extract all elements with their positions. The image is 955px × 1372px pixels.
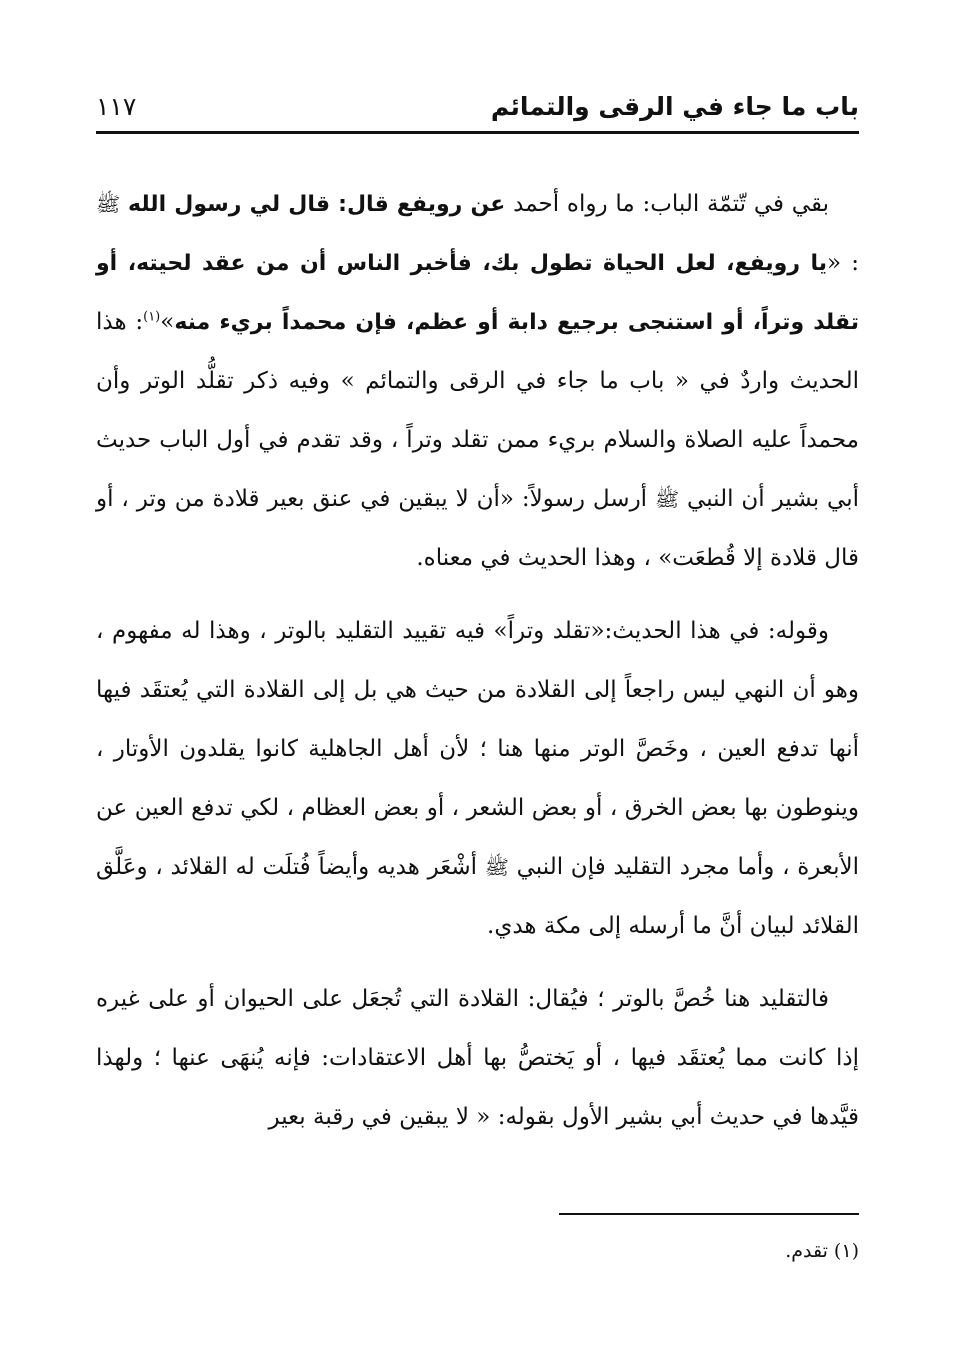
footnote-reference: (١) <box>143 309 161 325</box>
paragraph-2 <box>96 602 859 956</box>
chapter-title: باب ما جاء في الرقى والتمائم <box>490 92 859 121</box>
honorific-symbol: ﷺ <box>654 487 680 511</box>
quote-open: : « <box>827 250 859 276</box>
page-number: ١١٧ <box>96 92 137 121</box>
footnote: (١) تقدم. <box>785 1240 859 1262</box>
paragraph-1-commentary: : هذا الحديث واردٌ في « باب ما جاء في الرقى والتمائم » وفيه ذكر تقلُّد الوتر وأن محمداً عليه الصلاة والسلام بريء ممن تقلد وتراً ، وقد تقدم في أول الباب حديث أبي بشير أن النبي <box>96 309 859 512</box>
quote-close: » <box>160 309 175 335</box>
honorific-symbol: ﷺ <box>96 192 121 216</box>
footnote-divider <box>559 1213 859 1215</box>
page-header <box>96 92 859 132</box>
honorific-symbol: ﷺ <box>484 855 509 879</box>
hadith-text: يا رويفع، لعل الحياة تطول بك، فأخبر الناس أن من عقد لحيته، أو تقلد وتراً، أو استنجى برجيع دابة أو عظم، فإن محمداً بريء منه <box>96 251 860 335</box>
paragraph-3 <box>96 970 859 1147</box>
paragraph-1-conclusion: أرسل رسولاً: «أن لا يبقين في عنق بعير قلادة من وتر ، أو قال قلادة إلا قُطعَت» ، وهذا الحديث في معناه. <box>96 486 859 571</box>
paragraph-2-text: وقوله: في هذا الحديث:«تقلد وتراً» فيه تقييد التقليد بالوتر ، وهذا له مفهوم ، وهو أن النهي ليس راجعاً إلى القلادة من حيث هي بل إلى القلادة التي يُعتقَد فيها أنها تدفع العين ، وخَصَّ الوتر منها هنا ؛ لأن أهل الجاهلية كانوا يقلدون الأوتار ، وينوطون بها بعض الخرق ، أو بعض الشعر ، أو بعض العظام ، لكي تدفع العين عن الأبعرة ، وأما مجرد التقليد فإن النبي <box>96 618 859 880</box>
narration-chain: عن رويفع قال: قال لي رسول الله <box>127 192 506 217</box>
paragraph-2-conclusion: أشْعَر هديه وأيضاً فُتلَت له القلائد ، وعَلَّق القلائد لبيان أنَّ ما أرسله إلى مكة هدي. <box>96 854 859 939</box>
paragraph-3-text: فالتقليد هنا خُصَّ بالوتر ؛ فيُقال: القلادة التي تُجعَل على الحيوان أو على غيره إذا كانت مما يُعتقَد فيها ، أو يَختصُّ بها أهل الاعتقادات: فإنه يُنهَى عنها ؛ ولهذا قيَّدها في حديث أبي بشير الأول بقوله: « لا يبقين في رقبة بعير <box>96 986 859 1130</box>
paragraph-1 <box>96 175 859 588</box>
paragraph-1-intro: بقي في تّتمّة الباب: ما رواه أحمد <box>505 191 829 217</box>
header-divider <box>96 131 859 134</box>
main-text <box>96 175 859 1161</box>
